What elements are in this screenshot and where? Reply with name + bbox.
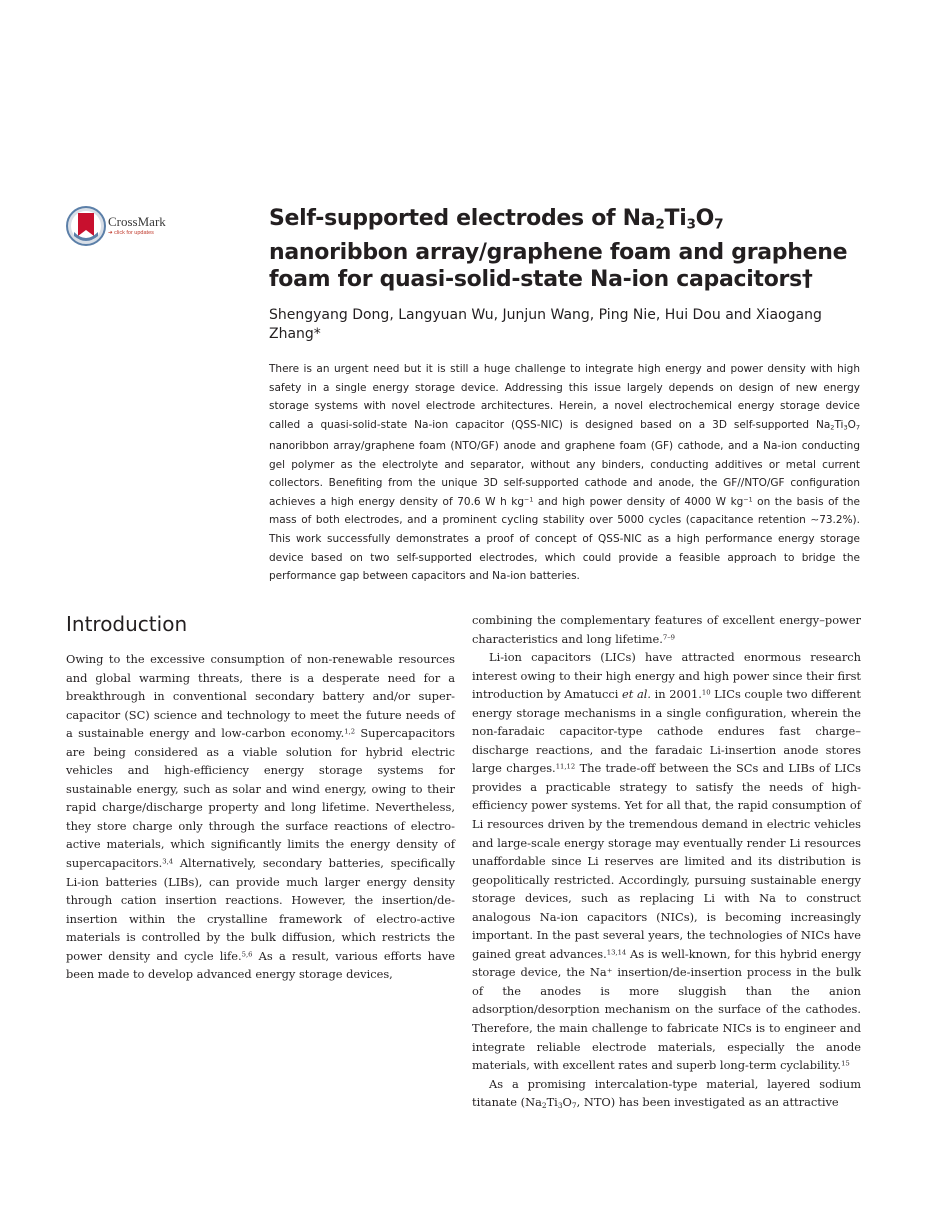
crossmark-sublabel-text: click for updates (114, 230, 154, 236)
body-column-left (66, 650, 455, 984)
body-text: LICs couple two different energy storage mechanisms in a single configuration, wherein the non-faradaic capacitor-type cathode endures fast charge–discharge reactions, and the faradaic Li-insertion anode stores large charges. (472, 687, 861, 776)
body-text: As a result, various efforts have been made to develop advanced energy storage devices, (66, 948, 455, 982)
body-subscript: 2 (541, 1101, 547, 1111)
crossmark-badge[interactable] (66, 206, 186, 248)
citation-ref[interactable]: 5,6 (241, 950, 253, 958)
body-text: As a promising intercalation-type material, layered sodium titanate (Na (472, 1076, 861, 1110)
body-subscript: 7 (571, 1101, 577, 1111)
article-title (269, 205, 869, 294)
title-text: nanoribbon array/graphene foam and graphene foam for quasi-solid-state Na-ion capacitors† (269, 239, 848, 293)
title-subscript: 2 (655, 216, 665, 233)
paragraph (472, 648, 861, 1075)
abstract (269, 360, 860, 586)
title-subscript: 7 (714, 216, 724, 233)
body-text: Alternatively, secondary batteries, specifically Li-ion batteries (LIBs), can provide much larger energy density through cation insertion reactions. However, the insertion/de-insertion within the crystalline framework of electro-active materials is controlled by the bulk diffusion, which restricts the power density and cycle life. (66, 856, 455, 963)
body-superscript: + (606, 966, 613, 975)
title-text: O (695, 206, 715, 231)
update-arrow-icon: ➜ (108, 230, 115, 236)
abstract-subscript: 7 (855, 423, 860, 432)
paragraph (472, 1075, 861, 1112)
abstract-text: Ti (834, 418, 844, 431)
body-text: combining the complementary features of excellent energy–power characteristics and long lifetime. (472, 613, 861, 646)
crossmark-icon (66, 206, 106, 246)
citation-ref[interactable]: 11,12 (555, 762, 576, 771)
body-column-right (472, 611, 861, 1112)
body-text: The trade-off between the SCs and LIBs of LICs provides a practicable strategy to satisfy the needs of high-efficiency power systems. Yet for all that, the rapid consumption of Li resources driven by the tremendous demand in electric vehicles and large-scale energy storage may eventually render Li resources unaffordable since Li reserves are limited and its distribution is geopolitically restricted. Accordingly, pursuing sustainable energy storage devices, such as replacing Li with Na to construct analogous Na-ion capacitors (NICs), is becoming increasingly important. In the past several years, the technologies of NICs have gained great advances. (472, 761, 862, 961)
abstract-text: nanoribbon array/graphene foam (NTO/GF) anode and graphene foam (GF) cathode, and a Na-ion conducting gel polymer as the electrolyte and separator, without any binders, conducting additives or metal current collectors. Benefiting from the unique 3D self-supported cathode and anode, the GF//NTO/GF configuration achieves a high energy density of 70.6 W h kg (269, 440, 860, 508)
body-text-italic: et al. (622, 687, 652, 702)
citation-ref[interactable]: 1,2 (344, 727, 356, 736)
crossmark-label: CrossMark (108, 214, 166, 229)
abstract-text: on the basis of the mass of both electrodes, and a prominent cycling stability over 5000 cycles (capacitance retention ∼73.2%). This work successfully demonstrates a proof of concept of QSS-NIC as a high performance energy storage device based on two self-supported electrodes, which could provide a feasible approach to bridge the performance gap between capacitors and Na-ion batteries. (269, 495, 860, 583)
section-heading-introduction: Introduction (66, 612, 188, 636)
abstract-text: and high power density of 4000 W kg (533, 495, 744, 508)
crossmark-sublabel (108, 230, 154, 236)
body-text: As is well-known, for this hybrid energy storage device, the Na (472, 946, 862, 980)
abstract-superscript: −1 (524, 496, 534, 504)
body-text: Supercapacitors are being considered as a viable solution for hybrid electric vehicles and high-efficiency energy storage systems for sustainable energy, such as solar and wind energy, owing to their rapid charge/discharge property and long lifetime. Nevertheless, they store charge only through the surface reactions of electro-active materials, which significantly limits the energy density of supercapacitors. (66, 726, 455, 871)
citation-ref[interactable]: 15 (841, 1059, 850, 1068)
body-text: insertion/de-insertion process in the bulk of the anodes is more sluggish than the anion adsorption/desorption mechanism on the surface of the cathodes. Therefore, the main challenge to fabricate NICs is to engineer and integrate reliable electrode materials, especially the anode materials, with excellent rates and superb long-term cyclability. (472, 965, 861, 1073)
author-list: Shengyang Dong, Langyuan Wu, Junjun Wang, Ping Nie, Hui Dou and Xiaogang Zhang* (269, 307, 822, 342)
abstract-subscript: 2 (830, 423, 835, 432)
citation-ref[interactable]: 7–9 (662, 632, 675, 641)
body-text: Ti (546, 1095, 558, 1110)
citation-ref[interactable]: 13,14 (606, 948, 627, 957)
body-text: , NTO) has been investigated as an attractive (576, 1095, 839, 1110)
body-text: Owing to the excessive consumption of non-renewable resources and global warming threats, there is a desperate need for a breakthrough in conventional secondary battery and/or super-capacitor (SC) science and technology to meet the future needs of a sustainable energy and low-carbon economy. (66, 652, 455, 741)
abstract-subscript: 3 (843, 423, 848, 432)
body-text: in 2001. (651, 687, 702, 702)
abstract-text: There is an urgent need but it is still a huge challenge to integrate high energy and power density with high safety in a single energy storage device. Addressing this issue largely depends on design of new energy storage systems with novel electrode architectures. Herein, a novel electrochemical energy storage device called a quasi-solid-state Na-ion capacitor (QSS-NIC) is designed based on a 3D self-supported Na (269, 363, 860, 431)
body-subscript: 3 (557, 1101, 563, 1111)
body-text: Li-ion capacitors (LICs) have attracted enormous research interest owing to their high energy and high power since their first introduction by Amatucci (472, 650, 861, 702)
citation-ref[interactable]: 3,4 (162, 857, 174, 866)
title-text: Ti (664, 206, 687, 231)
title-subscript: 3 (686, 216, 696, 233)
citation-ref[interactable]: 10 (701, 688, 711, 697)
paragraph (66, 650, 455, 984)
paragraph (472, 611, 861, 648)
body-text: O (562, 1095, 572, 1110)
abstract-superscript: −1 (743, 496, 753, 504)
abstract-text: O (847, 418, 856, 431)
title-text: Self-supported electrodes of Na (269, 206, 656, 231)
